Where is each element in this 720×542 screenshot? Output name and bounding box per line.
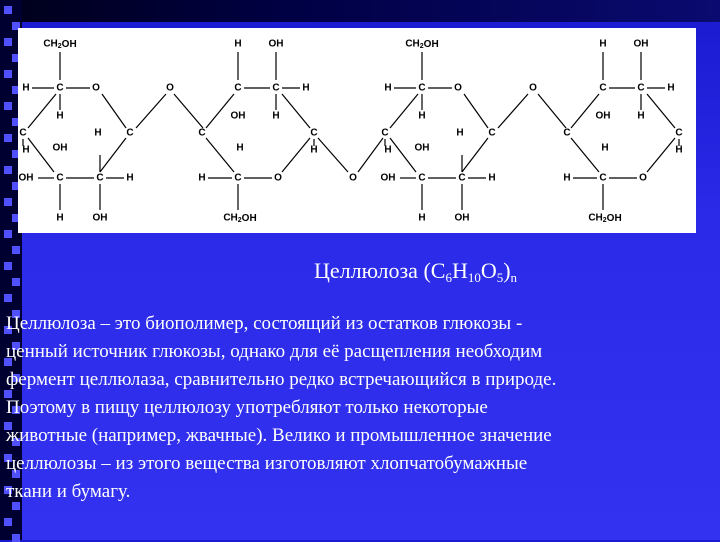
atom-c: C (563, 127, 571, 139)
atom-oh: OH (230, 110, 246, 122)
glycosidic-oxygen: O (166, 82, 174, 94)
description-text (6, 310, 716, 506)
atom-h: H (599, 38, 607, 50)
atom-o: O (92, 82, 100, 94)
atom-c: C (599, 82, 607, 94)
bond-line (538, 94, 566, 128)
atom-c: C (418, 82, 426, 94)
bond-line (136, 94, 166, 128)
atom-oh: OH (595, 110, 611, 122)
atom-c: C (381, 127, 389, 139)
glycosidic-oxygen: O (529, 82, 537, 94)
formula-caption (314, 258, 517, 286)
atom-h: H (384, 144, 392, 156)
atom-c: C (488, 127, 496, 139)
atom-h: H (637, 110, 645, 122)
bond-line (206, 138, 234, 172)
bond-line (100, 138, 126, 172)
description-line: ценный источник глюкозы, однако для её расщепления необходим (6, 341, 543, 362)
atom-oh: OH (52, 142, 68, 154)
atom-c: C (198, 127, 206, 139)
checker-square (4, 6, 12, 14)
checker-square (4, 198, 12, 206)
description-line: Целлюлоза – это биополимер, состоящий из остатков глюкозы - (6, 313, 523, 334)
atom-c: C (272, 82, 280, 94)
bond-line (647, 138, 675, 172)
atom-h: H (675, 144, 683, 156)
bond-line (390, 138, 416, 172)
atom-c: C (56, 172, 64, 184)
ch2oh-group: $CH_2OH$ (43, 38, 77, 50)
atom-c: C (56, 82, 64, 94)
description-line: Поэтому в пищу целлюлозу употребляют только некоторые (6, 397, 488, 418)
atom-c: C (675, 127, 683, 139)
checker-square (12, 278, 20, 286)
checker-square (4, 134, 12, 142)
checker-square (4, 230, 12, 238)
atom-h: H (667, 82, 675, 94)
atom-oh: OH (92, 212, 108, 224)
bond-line (102, 94, 126, 128)
formula-o: O (480, 258, 497, 283)
checker-square (4, 38, 12, 46)
checker-square (4, 262, 12, 270)
checker-square (12, 246, 20, 254)
checker-square (12, 534, 20, 542)
atom-h: H (601, 142, 609, 154)
bond-line (358, 138, 383, 172)
formula-sub-o: 5 (496, 270, 504, 285)
atom-h: H (418, 110, 426, 122)
atom-h: H (126, 172, 134, 184)
description-line: целлюлозы – из этого вещества изготовляют хлопчатобумажные (6, 453, 528, 474)
caption-name: Целлюлоза (314, 258, 418, 283)
bond-line (28, 94, 56, 128)
atom-c: C (637, 82, 645, 94)
atom-o: O (639, 172, 647, 184)
atom-h: H (563, 172, 571, 184)
description-line: ткани и бумагу. (6, 481, 131, 502)
atom-c: C (310, 127, 318, 139)
bond-line (318, 138, 348, 172)
checker-square (4, 294, 12, 302)
checker-square (4, 166, 12, 174)
checker-square (4, 70, 12, 78)
bond-line (390, 94, 418, 128)
atom-c: C (126, 127, 134, 139)
atom-h: H (22, 82, 30, 94)
atom-h: H (236, 142, 244, 154)
bond-line (464, 94, 488, 128)
atom-h: H (456, 127, 464, 139)
atom-oh: OH (414, 142, 430, 154)
atom-h: H (272, 110, 280, 122)
atom-h: H (310, 144, 318, 156)
description-line: животные (например, жвачные). Велико и промышленное значение (6, 425, 552, 446)
atom-oh: OH (454, 212, 470, 224)
atom-h: H (198, 172, 206, 184)
formula-sub-c: 6 (445, 270, 452, 285)
cellulose-structural-formula (18, 28, 696, 233)
atom-c: C (96, 172, 104, 184)
bond-line (282, 138, 310, 172)
atom-h: H (302, 82, 310, 94)
atom-h: H (418, 212, 426, 224)
atom-h: H (22, 144, 30, 156)
atom-c: C (599, 172, 607, 184)
glycosidic-oxygen: O (349, 172, 357, 184)
bond-line (462, 138, 488, 172)
formula-prefix: (C (423, 258, 446, 283)
atom-h: H (56, 110, 64, 122)
atom-oh: OH (633, 38, 649, 50)
formula-sub-n: n (510, 270, 518, 285)
atom-oh: OH (380, 172, 396, 184)
checker-square (4, 102, 12, 110)
atom-c: C (234, 172, 242, 184)
atom-h: H (56, 212, 64, 224)
atom-c: C (418, 172, 426, 184)
ch2oh-group: $CH_2OH$ (405, 38, 439, 50)
formula-h: H (451, 258, 468, 283)
ch2oh-group: $CH_2OH$ (223, 212, 257, 224)
atom-h: H (234, 38, 242, 50)
bond-line (174, 94, 203, 128)
description-line: фермент целлюлаза, сравнительно редко встречающийся в природе. (6, 369, 557, 390)
atom-oh: OH (268, 38, 284, 50)
atom-oh: OH (18, 172, 34, 184)
formula-closing: ) (503, 258, 511, 283)
formula-sub-h: 10 (467, 270, 481, 285)
bond-line (498, 94, 528, 128)
atom-h: H (384, 82, 392, 94)
atom-h: H (94, 127, 102, 139)
atom-o: O (274, 172, 282, 184)
atom-c: C (234, 82, 242, 94)
atom-c: C (19, 127, 27, 139)
bond-line (282, 94, 310, 128)
structural-formula-panel (18, 28, 696, 233)
atom-h: H (488, 172, 496, 184)
bond-line (28, 138, 54, 172)
atom-c: C (458, 172, 466, 184)
checker-square (4, 518, 12, 526)
caption-formula (423, 258, 517, 283)
bond-line (571, 138, 599, 172)
top-band (0, 0, 720, 22)
bond-line (647, 94, 675, 128)
atom-o: O (454, 82, 462, 94)
ch2oh-group: $CH_2OH$ (588, 212, 622, 224)
